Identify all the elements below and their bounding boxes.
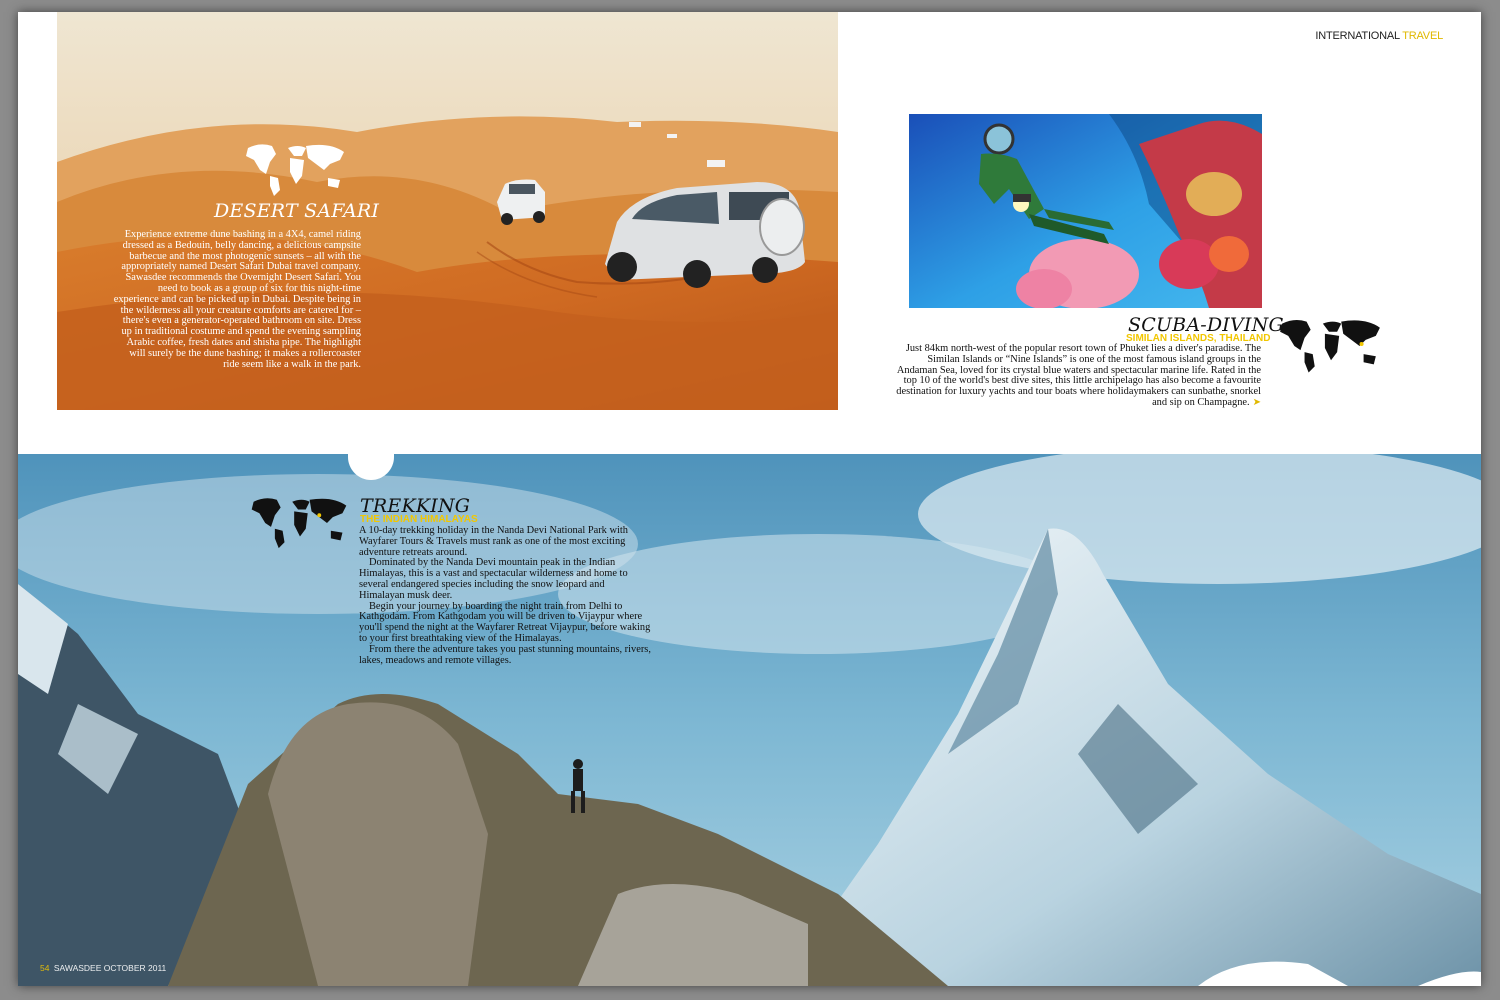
trekking-subtitle: THE INDIAN HIMALAYAS	[360, 514, 478, 525]
trekking-paragraph: Begin your journey by boarding the night train from Delhi to Kathgodam. From Kathgodam you will be driven to Vijaypur where you'll spend the night at the Wayfarer Retreat Vijaypur, before waking to your first breathtaking view of the Himalayas.	[359, 600, 651, 644]
scuba-paragraph	[891, 344, 1261, 409]
scuba-paragraph-text: Just 84km north-west of the popular resort town of Phuket lies a diver's paradise. The Similan Islands or “Nine Islands” is one of the most famous island groups in the Andaman Sea, loved for its crystal blue waters and spectacular marine life. Rated in the top 10 of the world's best dive sites, this little archipelago has also become a favourite destination for luxury yachts and tour boats where holidaymakers can sunbathe, snorkel and sip on Champagne.	[896, 343, 1261, 408]
scuba-diving-body	[891, 344, 1261, 409]
trekking-paragraph: Dominated by the Nanda Devi mountain peak in the Indian Himalayas, this is a vast and spectacular wilderness and home to several endangered species including the snow leopard and Himalayan musk deer.	[359, 557, 628, 601]
section-label: INTERNATIONAL	[1315, 30, 1400, 42]
continue-arrow-icon: ➤	[1252, 396, 1261, 408]
world-map-icon	[240, 494, 358, 550]
magazine-spread	[18, 12, 1481, 986]
category-label: TRAVEL	[1402, 30, 1443, 42]
desert-safari-title: DESERT SAFARI	[214, 200, 380, 222]
world-map-icon	[240, 140, 350, 198]
page-number: 54	[40, 963, 50, 973]
publication-name: SAWASDEE	[53, 963, 102, 973]
scuba-diving-subtitle: SIMILAN ISLANDS, THAILAND	[1126, 333, 1271, 344]
trekking-body	[359, 526, 651, 666]
scuba-diving-title: SCUBA-DIVING	[1128, 314, 1284, 336]
trekking-paragraph: A 10-day trekking holiday in the Nanda Devi National Park with Wayfarer Tours & Travels must rank as one of the most exciting adventure retreats around.	[359, 525, 628, 558]
himalayas-photo	[18, 454, 1481, 986]
trekking-paragraph: From there the adventure takes you past stunning mountains, rivers, lakes, meadows and remote villages.	[359, 643, 651, 666]
issue-date: OCTOBER 2011	[103, 963, 167, 973]
trekking-title: TREKKING	[360, 495, 471, 517]
section-header	[1315, 30, 1443, 42]
page-footer	[40, 963, 166, 973]
world-map-icon	[1274, 315, 1386, 375]
desert-paragraph: Experience extreme dune bashing in a 4X4, camel riding dressed as a Bedouin, belly dancing, a delicious campsite barbecue and the most photogenic sunsets – all with the appropriately named Desert Safari Dubai travel company. Sawasdee recommends the Overnight Desert Safari. You need to book as a group of six for this night-time experience and can be picked up in Dubai. Despite being in the wilderness all your creature comforts are catered for – there's even a generator-operated bathroom on site. Dress up in traditional costume and spend the evening sampling Arabic coffee, fresh dates and shisha pipe. The highlight will surely be the dune bashing; it makes a rollercoaster ride seem like a walk in the park.	[113, 229, 361, 370]
desert-safari-body	[111, 230, 361, 370]
scuba-diving-photo	[909, 114, 1262, 308]
